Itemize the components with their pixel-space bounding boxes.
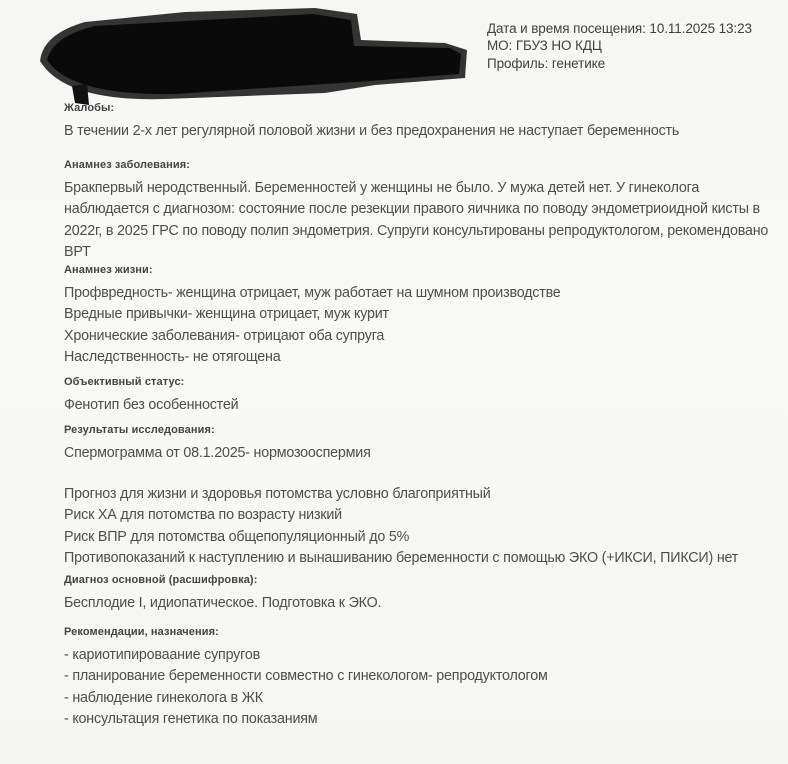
- text-line: - наблюдение гинеколога в ЖК: [64, 689, 263, 706]
- section-heading: Жалобы:: [64, 102, 115, 114]
- text-line: Бесплодие I, идиопатическое. Подготовка к ЭКО.: [64, 595, 382, 611]
- redaction-scribble: [25, 4, 475, 108]
- text-line: Прогноз для жизни и здоровья потомства условно благоприятный: [64, 486, 491, 502]
- text-line: Вредные привычки- женщина отрицает, муж курит: [64, 306, 389, 323]
- section-objective-status: [64, 375, 774, 416]
- text-line: Бракпервый неродственный. Беременностей у женщины не было. У мужа детей нет. У гинеколога: [64, 180, 700, 196]
- text-line: 2022г, в 2025 ГРС по поводу полип эндометрия. Супруги консультированы репродуктологом, рекомендовано: [64, 222, 769, 239]
- text-line: ВРТ: [64, 243, 91, 260]
- section-heading: Анамнез заболевания:: [64, 159, 190, 171]
- section-life-history: [64, 263, 774, 368]
- section-heading: Рекомендации, назначения:: [64, 626, 219, 638]
- text-line: Спермограмма от 08.1.2025- нормозооспермия: [64, 445, 371, 461]
- section-prognosis: [64, 484, 774, 569]
- section-heading: Результаты исследования:: [64, 424, 215, 436]
- section-complaints: [64, 101, 774, 142]
- text-line: В течении 2-х лет регулярной половой жизни и без предохранения не наступает беременность: [64, 123, 680, 139]
- visit-info-header: [487, 20, 752, 72]
- text-line: Наследственность- не отягощена: [64, 348, 281, 365]
- section-recommendations: [64, 625, 774, 730]
- section-heading: Объективный статус:: [64, 376, 185, 388]
- text-line: - кариотипироваание супругов: [64, 647, 260, 663]
- section-disease-history: [64, 158, 774, 263]
- text-line: Профвредность- женщина отрицает, муж работает на шумном производстве: [64, 285, 561, 301]
- visit-datetime: Дата и время посещения: 10.11.2025 13:23: [487, 21, 752, 36]
- text-line: Хронические заболевания- отрицают оба супруга: [64, 327, 385, 344]
- text-line: Противопоказаний к наступлению и вынашиванию беременности с помощью ЭКО (+ИКСИ, ПИКСИ) нет: [64, 549, 739, 566]
- text-line: Риск ВПР для потомства общепопуляционный до 5%: [64, 528, 410, 545]
- section-main-diagnosis: [64, 573, 774, 614]
- section-study-results: [64, 423, 774, 464]
- text-line: - консультация генетика по показаниям: [64, 710, 318, 727]
- profile: Профиль: генетике: [487, 55, 606, 71]
- text-line: Фенотип без особенностей: [64, 397, 239, 413]
- medical-org: МО: ГБУЗ НО КДЦ: [487, 38, 602, 54]
- section-heading: Диагноз основной (расшифровка):: [64, 574, 258, 586]
- text-line: Риск ХА для потомства по возрасту низкий: [64, 507, 342, 524]
- section-heading: Анамнез жизни:: [64, 264, 153, 276]
- text-line: наблюдается с диагнозом: состояние после резекции правого яичника по поводу эндометриоидной кисты в: [64, 201, 760, 218]
- text-line: - планирование беременности совместно с гинекологом- репродуктологом: [64, 668, 548, 685]
